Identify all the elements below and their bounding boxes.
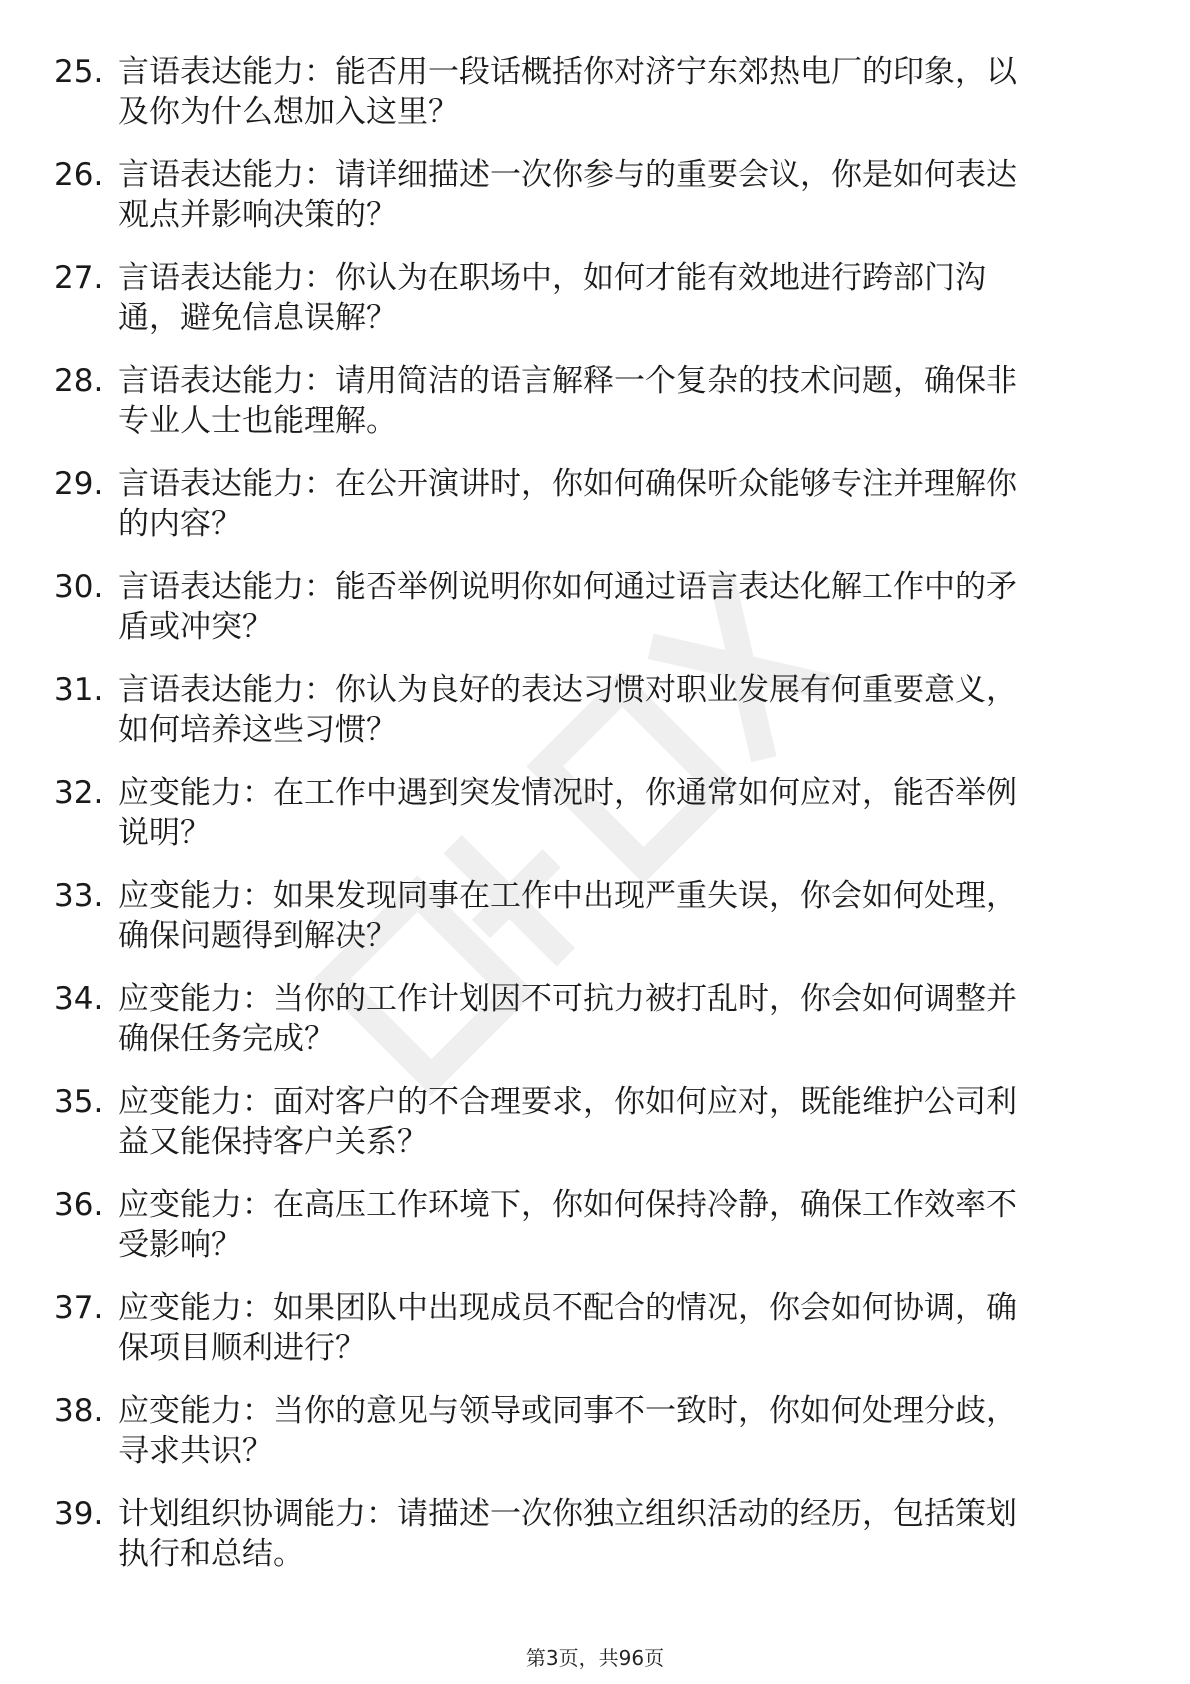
- question-text: 应变能力：如果团队中出现成员不配合的情况，你会如何协调，确保项目顺利进行？: [118, 1290, 1017, 1366]
- question-number: 29.: [54, 466, 104, 502]
- question-text: 应变能力：面对客户的不合理要求，你如何应对，既能维护公司利益又能保持客户关系？: [118, 1084, 1017, 1160]
- question-number: 27.: [54, 260, 104, 296]
- list-item: [0, 868, 1190, 971]
- question-number: 33.: [54, 878, 104, 914]
- list-item: [0, 662, 1190, 765]
- list-item: [0, 353, 1190, 456]
- question-number: 28.: [54, 363, 104, 399]
- question-number: 31.: [54, 672, 104, 708]
- list-item: [0, 1074, 1190, 1177]
- question-text: 应变能力：在工作中遇到突发情况时，你通常如何应对，能否举例说明？: [118, 775, 1017, 851]
- question-text: 言语表达能力：在公开演讲时，你如何确保听众能够专注并理解你的内容？: [118, 466, 1017, 542]
- question-text: 应变能力：当你的工作计划因不可抗力被打乱时，你会如何调整并确保任务完成？: [118, 981, 1017, 1057]
- question-text: 言语表达能力：请用简洁的语言解释一个复杂的技术问题，确保非专业人士也能理解。: [118, 363, 1017, 439]
- question-text: 言语表达能力：你认为良好的表达习惯对职业发展有何重要意义，如何培养这些习惯？: [118, 672, 1017, 748]
- question-text: 应变能力：如果发现同事在工作中出现严重失误，你会如何处理，确保问题得到解决？: [118, 878, 1017, 954]
- question-number: 35.: [54, 1084, 104, 1120]
- question-text: 应变能力：当你的意见与领导或同事不一致时，你如何处理分歧，寻求共识？: [118, 1393, 1017, 1469]
- question-number: 39.: [54, 1496, 104, 1532]
- question-number: 36.: [54, 1187, 104, 1223]
- question-text: 言语表达能力：你认为在职场中，如何才能有效地进行跨部门沟通，避免信息误解？: [118, 260, 986, 336]
- list-item: [0, 765, 1190, 868]
- question-number: 37.: [54, 1290, 104, 1326]
- question-text: 言语表达能力：能否用一段话概括你对济宁东郊热电厂的印象，以及你为什么想加入这里？: [118, 54, 1017, 130]
- question-number: 30.: [54, 569, 104, 605]
- list-item: [0, 1177, 1190, 1280]
- list-item: [0, 1383, 1190, 1486]
- question-text: 应变能力：在高压工作环境下，你如何保持冷静，确保工作效率不受影响？: [118, 1187, 1017, 1263]
- question-number: 38.: [54, 1393, 104, 1429]
- question-number: 26.: [54, 157, 104, 193]
- question-text: 言语表达能力：能否举例说明你如何通过语言表达化解工作中的矛盾或冲突？: [118, 569, 1017, 645]
- question-number: 34.: [54, 981, 104, 1017]
- list-item: [0, 1280, 1190, 1383]
- list-item: [0, 971, 1190, 1074]
- question-number: 25.: [54, 54, 104, 90]
- page-footer: 第3页，共96页: [525, 1646, 665, 1670]
- question-number: 32.: [54, 775, 104, 811]
- list-item: [0, 456, 1190, 559]
- list-item: [0, 1486, 1190, 1589]
- list-item: [0, 250, 1190, 353]
- list-item: [0, 44, 1190, 147]
- list-item: [0, 559, 1190, 662]
- list-item: [0, 147, 1190, 250]
- question-text: 计划组织协调能力：请描述一次你独立组织活动的经历，包括策划执行和总结。: [118, 1496, 1017, 1572]
- question-list: [0, 44, 1190, 1589]
- question-text: 言语表达能力：请详细描述一次你参与的重要会议，你是如何表达观点并影响决策的？: [118, 157, 1017, 233]
